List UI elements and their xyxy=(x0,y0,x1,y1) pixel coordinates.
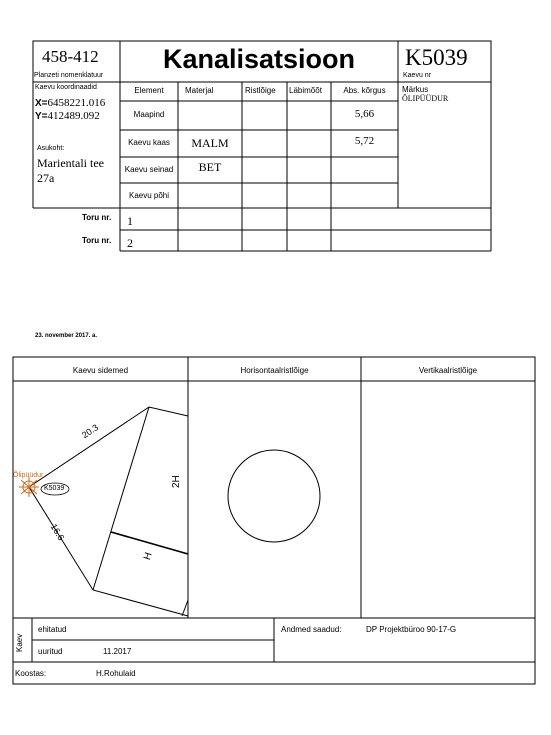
row-abs-height: 5,72 xyxy=(354,135,375,147)
row-element: Kaevu seinad xyxy=(124,165,174,174)
source-value: DP Projektbüroo 90-17-G xyxy=(366,625,457,634)
row-abs-height: 5,66 xyxy=(354,108,375,120)
dimension-upper: 20.3 xyxy=(80,422,101,441)
pipe-number: 2 xyxy=(127,236,133,250)
date: 23. november 2017. a. xyxy=(35,333,98,339)
section-vertical-title: Vertikaalristlõige xyxy=(418,366,478,375)
label-2h: 2H xyxy=(171,475,182,488)
col-header-section: Ristlõige xyxy=(245,86,276,95)
y-label: Y= xyxy=(35,111,48,122)
x-label: X= xyxy=(35,98,48,109)
location-line1: Marientali tee xyxy=(37,156,104,170)
col-header-note: Märkus xyxy=(402,85,429,94)
pipe-label: Toru nr. xyxy=(82,213,112,222)
surveyed-label: uuritud xyxy=(38,647,63,656)
sketch-well-label: K5039 xyxy=(44,485,65,492)
location-line2: 27a xyxy=(37,171,55,185)
col-header-element: Element xyxy=(134,86,164,95)
label-h: H xyxy=(142,551,155,562)
x-value: 6458221.016 xyxy=(47,97,106,109)
note-value: ÕLIPÜÜDUR xyxy=(402,94,449,103)
row-element: Maapind xyxy=(133,110,165,119)
y-value: 412489.092 xyxy=(47,110,100,122)
well-id-caption: Kaevu nr xyxy=(403,72,432,79)
pipe-number: 1 xyxy=(127,214,133,228)
author-label: Koostas: xyxy=(15,669,47,678)
location-label: Asukoht: xyxy=(37,145,65,152)
plan-number-caption: Planzeti nomenklatuur xyxy=(34,72,104,79)
page-title: Kanalisatsioon xyxy=(162,44,356,74)
row-material: BET xyxy=(198,160,222,174)
row-element: Kaevu põhi xyxy=(128,191,170,200)
author-value: H.Rohulaid xyxy=(96,669,136,678)
plan-number: 458-412 xyxy=(42,47,99,66)
footer-side-label: Kaev xyxy=(15,633,24,652)
section-horizontal-title: Horisontaalristlõige xyxy=(240,366,309,375)
col-header-material: Materjal xyxy=(185,86,214,95)
dimension-lower: 16.6 xyxy=(48,522,67,543)
surveyed-value: 11.2017 xyxy=(103,647,132,656)
oil-separator-label: Õlipüüdur xyxy=(13,472,44,479)
pipe-label: Toru nr. xyxy=(82,236,112,245)
col-header-diameter: Läbimõõt xyxy=(289,86,322,95)
row-element: Kaevu kaas xyxy=(128,138,170,147)
col-header-abs-height: Abs. kõrgus xyxy=(343,86,386,95)
section-ties-title: Kaevu sidemed xyxy=(72,366,129,375)
row-material: MALM xyxy=(191,136,229,150)
well-marker-icon xyxy=(19,477,39,497)
source-label: Andmed saadud: xyxy=(281,625,342,634)
well-id: K5039 xyxy=(405,45,468,70)
x-coordinate xyxy=(35,97,105,109)
coordinates-label: Kaevu koordinaadid xyxy=(35,84,97,91)
built-label: ehitatud xyxy=(38,625,67,634)
y-coordinate xyxy=(35,110,100,122)
